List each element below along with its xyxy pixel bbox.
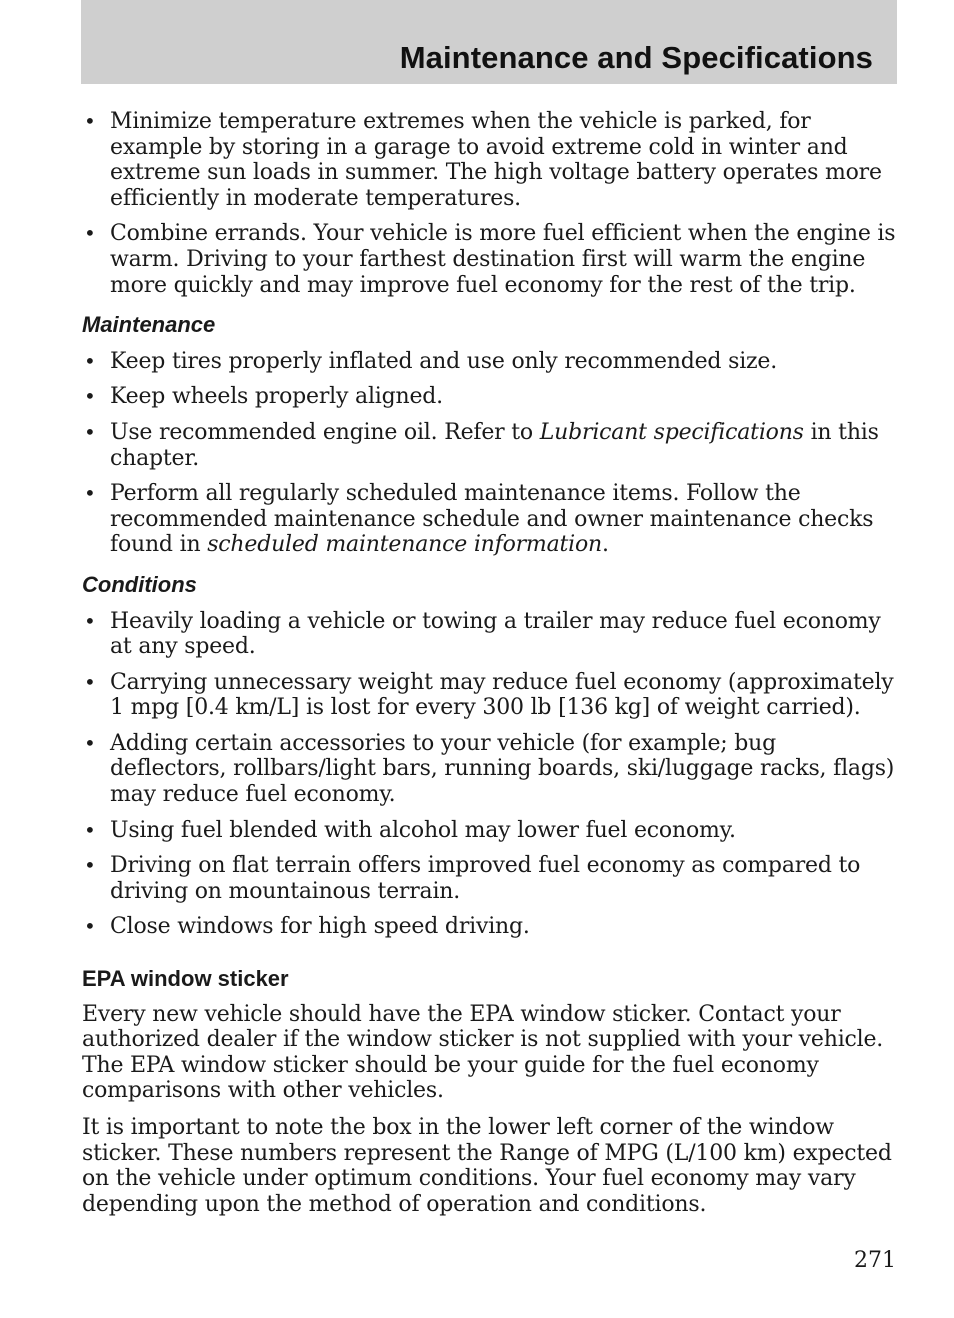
section-heading-maintenance: Maintenance xyxy=(82,312,216,338)
page-title: Maintenance and Specifications xyxy=(399,40,873,75)
list-item: • Perform all regularly scheduled maintenance items. Follow the recommended maintenance schedule and owner maintenance checks found in scheduled maintenance information. xyxy=(84,481,874,558)
list-item: • Carrying unnecessary weight may reduce fuel economy (approximately 1 mpg [0.4 km/L] is lost for every 300 lb [136 kg] of weight carried). xyxy=(84,669,894,721)
epa-paragraph-2: It is important to note the box in the lower left corner of the window sticker. These numbers represent the Range of MPG (L/100 km) expected on the vehicle under optimum conditions. Your fuel economy may vary depending upon the method of operation and conditions. xyxy=(82,1115,892,1217)
cross-reference: Lubricant specifications xyxy=(539,419,804,445)
bullet-icon: • xyxy=(84,481,96,506)
epa-paragraph-1: Every new vehicle should have the EPA window sticker. Contact your authorized dealer if the window sticker is not supplied with your vehicle. The EPA window sticker should be your guide for the fuel economy comparisons with other vehicles. xyxy=(82,1001,884,1104)
list-item: • Close windows for high speed driving. xyxy=(84,914,530,940)
bullet-icon: • xyxy=(84,419,96,444)
list-item: • Keep wheels properly aligned. xyxy=(84,384,443,410)
list-item: • Driving on flat terrain offers improved fuel economy as compared to driving on mountainous terrain. xyxy=(84,853,861,904)
bullet-icon: • xyxy=(84,853,96,878)
page-header-bar xyxy=(81,0,897,84)
list-item: • Heavily loading a vehicle or towing a trailer may reduce fuel economy at any speed. xyxy=(84,608,881,660)
list-item: • Adding certain accessories to your vehicle (for example; bug deflectors, rollbars/light bars, running boards, ski/luggage racks, flags) may reduce fuel economy. xyxy=(84,730,895,808)
list-item: • Keep tires properly inflated and use only recommended size. xyxy=(84,348,778,374)
bullet-icon: • xyxy=(84,914,96,939)
bullet-icon: • xyxy=(84,348,96,373)
list-item: • Using fuel blended with alcohol may lower fuel economy. xyxy=(84,817,736,843)
page-content xyxy=(82,109,898,1228)
intro-bullet-list xyxy=(82,109,898,298)
cross-reference: scheduled maintenance information xyxy=(207,532,602,558)
bullet-icon: • xyxy=(84,608,96,633)
section-heading-conditions: Conditions xyxy=(82,571,197,597)
bullet-icon: • xyxy=(84,817,96,842)
bullet-icon: • xyxy=(84,221,96,246)
bullet-icon: • xyxy=(84,669,96,694)
list-item: • Combine errands. Your vehicle is more fuel efficient when the engine is warm. Driving to your farthest destination first will warm the engine more quickly and may improve fuel economy for the rest of the trip. xyxy=(84,221,896,298)
conditions-bullet-list xyxy=(82,609,898,941)
list-item: • Use recommended engine oil. Refer to Lubricant specifications in this chapter. xyxy=(84,419,879,471)
bullet-icon: • xyxy=(84,384,96,409)
bullet-icon: • xyxy=(84,730,96,755)
maintenance-bullet-list xyxy=(82,349,898,558)
section-heading-epa-window-sticker: EPA window sticker xyxy=(82,966,289,992)
bullet-icon: • xyxy=(84,109,96,133)
page-number: 271 xyxy=(854,1248,896,1273)
list-item: • Minimize temperature extremes when the vehicle is parked, for example by storing in a garage to avoid extreme cold in winter and extreme sun loads in summer. The high voltage battery operates more efficiently in moderate temperatures. xyxy=(84,109,882,211)
